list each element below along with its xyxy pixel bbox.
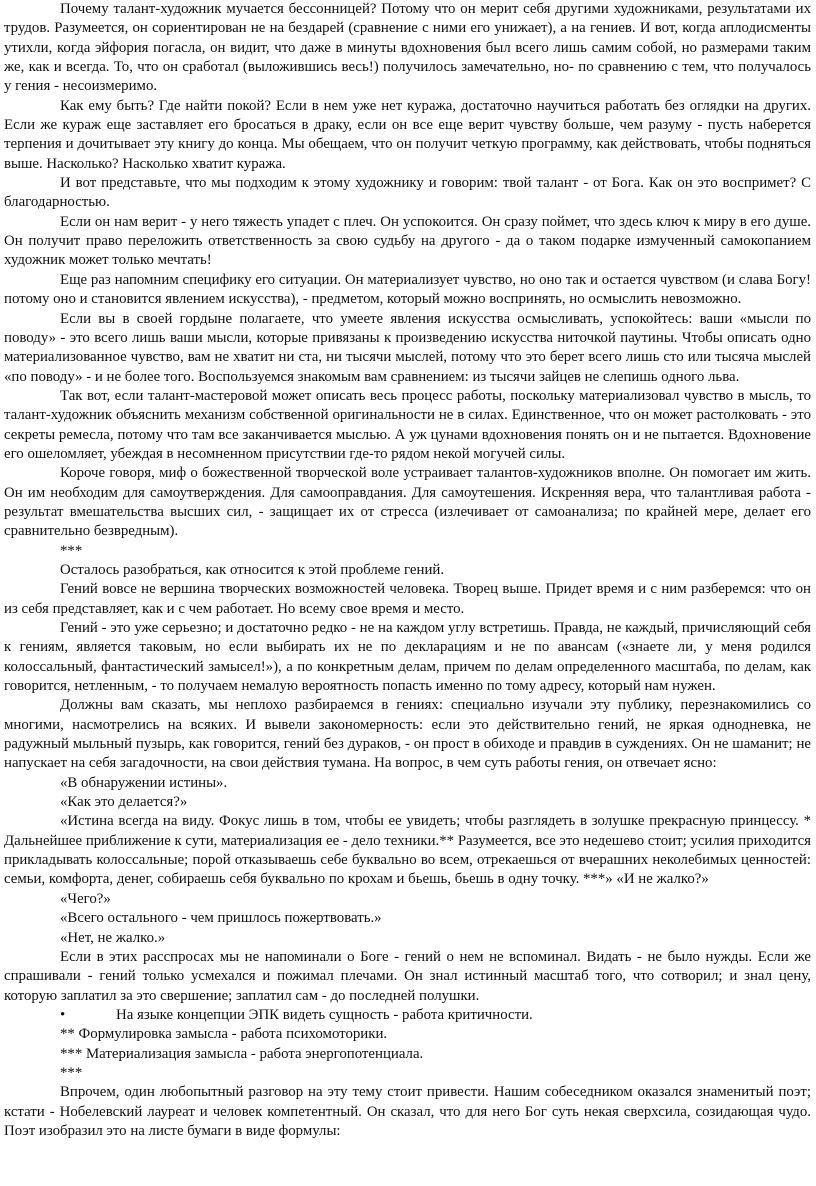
quote-line: «Всего остального - чем пришлось пожертвовать.» <box>60 910 382 927</box>
paragraph: Должны вам сказать, мы неплохо разбираемся в гениях: специально изучали эту публику, перезнакомились со многими, насмотрелись на всяких. И вывели закономерность: если это действительно гений, не яркая однодневка, не радужный мыльный пузырь, как говорится, гений без дураков, - он прост в обиходе и правдив в суждениях. Он не шаманит; не напускает на себя загадочности, на свои действия тумана. На вопрос, в чем суть работы гения, он отвечает ясно: <box>4 697 811 772</box>
quote-line: «Чего?» <box>60 890 111 907</box>
paragraph: Если вы в своей гордыне полагаете, что умеете явления искусства осмысливать, успокойтесь: ваши «мысли по поводу» - это всего лишь ваши мысли, которые привязаны к произведению искусства ниточкой паутины. Чтобы описать одно материализованное чувство, вам не хватит ни ста, ни тысячи мыслей, потому что это берет всего лишь сто или тысяча мыслей «по поводу» - и не более того. Воспользуемся знакомым вам сравнением: из тысячи зайцев не слепишь одного льва. <box>4 310 811 385</box>
section-separator: *** <box>60 1064 83 1081</box>
quote-paragraph: «Истина всегда на виду. Фокус лишь в том, чтобы ее увидеть; чтобы разглядеть в золушке прекрасную принцессу. * Дальнейшее приближение к сути, материализация ее - дело техники.** Разумеется, все это недешево стоит; усилия приходится прикладывать колоссальные; порой отказываешь себе буквально во всем, отрекаешься от вчерашних неколебимых ценностей: семьи, комфорта, денег, собираешь себя буквально по крохам и бьешь, бьешь в одну точку. ***» «И не жалко?» <box>4 813 811 888</box>
footnote-2: ** Формулировка замысла - работа психомоторики. <box>60 1026 388 1043</box>
section-separator: *** <box>60 542 83 559</box>
quote-line: «Как это делается?» <box>60 794 188 811</box>
paragraph: Осталось разобраться, как относится к этой проблеме гений. <box>60 561 445 578</box>
paragraph: Еще раз напомним специфику его ситуации. Он материализует чувство, но оно так и остается чувством (и слава Богу! потому оно и становится явлением искусства), - предметом, который можно воспринять, но осмыслить невозможно. <box>4 271 811 308</box>
paragraph: Если он нам верит - у него тяжесть упадет с плеч. Он успокоится. Он сразу поймет, что здесь ключ к миру в его душе. Он получит право переложить ответственность за свою судьбу на другого - да о таком подарке измученный самокопанием художник может только мечтать! <box>4 213 811 269</box>
bullet-marker: • <box>60 1006 66 1023</box>
paragraph: Короче говоря, миф о божественной творческой воле устраивает талантов-художников вполне. Он помогает им жить. Он им необходим для самоутверждения. Для самооправдания. Для самоутешения. Искренняя вера, что талантливая работа - результат вмешательства высших сил, - защищает их от стресса (излечивает от самоанализа; по крайней мере, делает его сравнительно безвредным). <box>4 465 811 540</box>
paragraph: Если в этих расспросах мы не напоминали о Боге - гений о нем не вспоминал. Видать - не было нужды. Если же спрашивали - гений только усмехался и пожимал плечами. Он знал истинный масштаб того, что сотворил; и знал цену, которую заплатил за это свершение; заплатил сам - до последней полушки. <box>4 948 811 1004</box>
paragraph: И вот представьте, что мы подходим к этому художнику и говорим: твой талант - от Бога. Как он это воспримет? С благодарностью. <box>4 175 811 211</box>
quote-line: «Нет, не жалко.» <box>60 929 166 946</box>
paragraph: Так вот, если талант-мастеровой может описать весь процесс работы, поскольку материализовал чувство в мысль, то талант-художник объяснить механизм собственной оригинальности не в силах. Единственное, что он может растолковать - это секреты ремесла, потому что там все заканчивается мыслью. А уж цунами вдохновения понять он и не пытается. Вдохновение его ошеломляет, убеждая в несомненном присутствии где-то рядом некой могучей силы. <box>4 387 811 462</box>
paragraph: Как ему быть? Где найти покой? Если в нем уже нет куража, достаточно научиться работать без оглядки на других. Если же кураж еще заставляет его бросаться в драку, если он все еще верит чувству больше, чем разуму - пусть наберется терпения и дочитывает эту книгу до конца. Мы обещаем, что он получит четкую программу, как действовать, чтобы подняться выше. Насколько? Насколько хватит куража. <box>4 97 811 172</box>
paragraph: Гений - это уже серьезно; и достаточно редко - не на каждом углу встретишь. Правда, не каждый, причисляющий себя к гениям, является таковым, но если выбирать их не по декларациям и не по авансам («знаете ли, у меня родился колоссальный, фантастический замысел!»), а по конкретным делам, причем по делам определенного масштаба, по делам, как говорится, нетленным, - то получаем немалую вероятность попасть именно по тому адресу, который нам нужен. <box>4 620 811 695</box>
footnote-1 <box>4 1006 811 1025</box>
paragraph: Почему талант-художник мучается бессонницей? Потому что он мерит себя другими художниками, результатами их трудов. Разумеется, он сориентирован не на бездарей (сравнение с ними его унижает), а на гениев. И вот, когда аплодисменты утихли, когда эйфория погасла, он видит, что даже в минуты вдохновения был всего лишь самим собой, но размерами таким же, как и всегда. То, что он сработал (выложившись весь!) получилось замечательно, но- по сравнению с тем, что получалось у гения - несоизмеримо. <box>4 1 811 95</box>
quote-line: «В обнаружении истины». <box>60 774 228 791</box>
footnote-text: На языке концепции ЭПК видеть сущность - работа критичности. <box>116 1006 533 1023</box>
footnote-3: *** Материализация замысла - работа энергопотенциала. <box>60 1045 424 1062</box>
paragraph: Гений вовсе не вершина творческих возможностей человека. Творец выше. Придет время и с ним разберемся: что он из себя представляет, как и с чем работает. Но всему свое время и место. <box>4 581 811 617</box>
paragraph: Впрочем, один любопытный разговор на эту тему стоит привести. Нашим собеседником оказался знаменитый поэт; кстати - Нобелевский лауреат и человек компетентный. Он сказал, что для него Бог суть некая сверхсила, созидающая чудо. Поэт изобразил это на листе бумаги в виде формулы: <box>4 1084 811 1139</box>
